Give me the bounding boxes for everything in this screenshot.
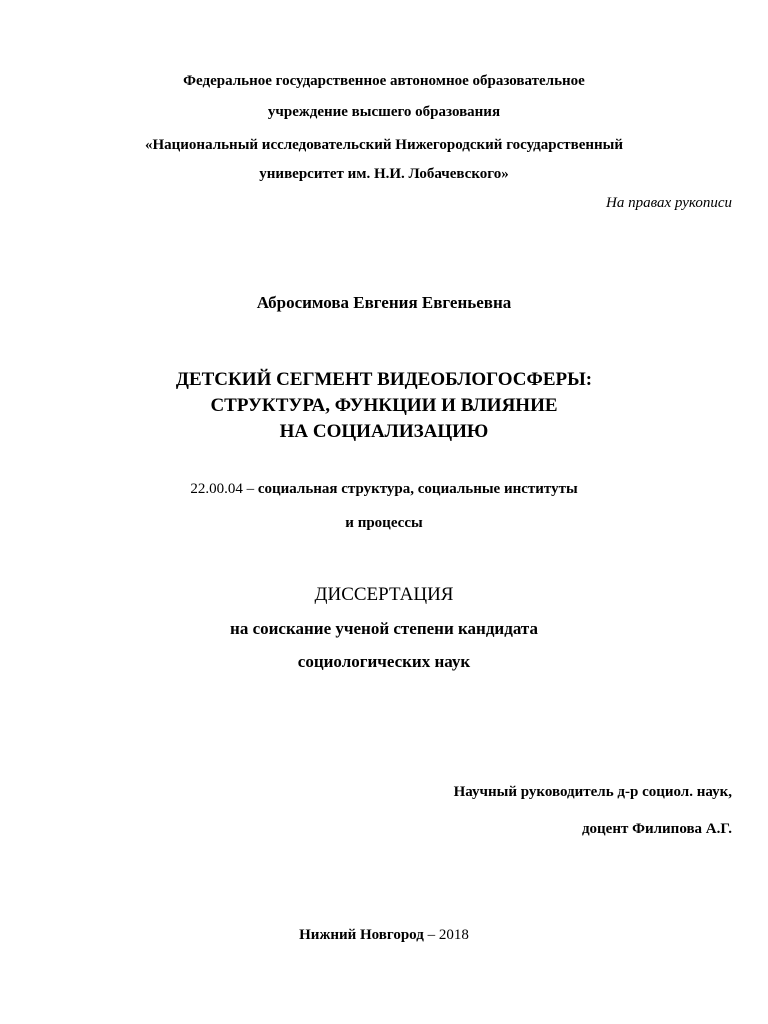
supervisor-line-1: Научный руководитель д-р социол. наук, [453, 784, 732, 800]
year: – 2018 [423, 927, 469, 943]
city-name: Нижний Новгород [299, 927, 424, 943]
author-name: Абросимова Евгения Евгеньевна [256, 293, 512, 312]
degree-line-1: на соискание ученой степени кандидата [230, 619, 538, 638]
institution-line-4: университет им. Н.И. Лобачевского» [259, 166, 509, 182]
specialty-code: 22.00.04 – [190, 481, 258, 497]
specialty-name: социальная структура, социальные институты [257, 481, 578, 497]
thesis-title-line-1: ДЕТСКИЙ СЕГМЕНТ ВИДЕОБЛОГОСФЕРЫ: [175, 369, 593, 390]
institution-line-1: Федеральное государственное автономное образовательное [183, 73, 585, 89]
degree-line-2: социологических наук [297, 652, 471, 671]
specialty-line-2 [0, 514, 768, 532]
institution-line-2: учреждение высшего образования [267, 104, 501, 120]
city-year [0, 926, 768, 944]
manuscript-rights-note: На правах рукописи [606, 195, 732, 211]
specialty-name-continued: и процессы [345, 515, 423, 531]
specialty-line-1 [0, 480, 768, 498]
institution-line-3: «Национальный исследовательский Нижегородский государственный [144, 137, 623, 153]
supervisor-line-2: доцент Филипова А.Г. [581, 821, 732, 837]
thesis-title-line-3: НА СОЦИАЛИЗАЦИЮ [279, 421, 489, 442]
thesis-title-line-2: СТРУКТУРА, ФУНКЦИИ И ВЛИЯНИЕ [210, 395, 558, 416]
dissertation-label: ДИССЕРТАЦИЯ [314, 584, 454, 605]
